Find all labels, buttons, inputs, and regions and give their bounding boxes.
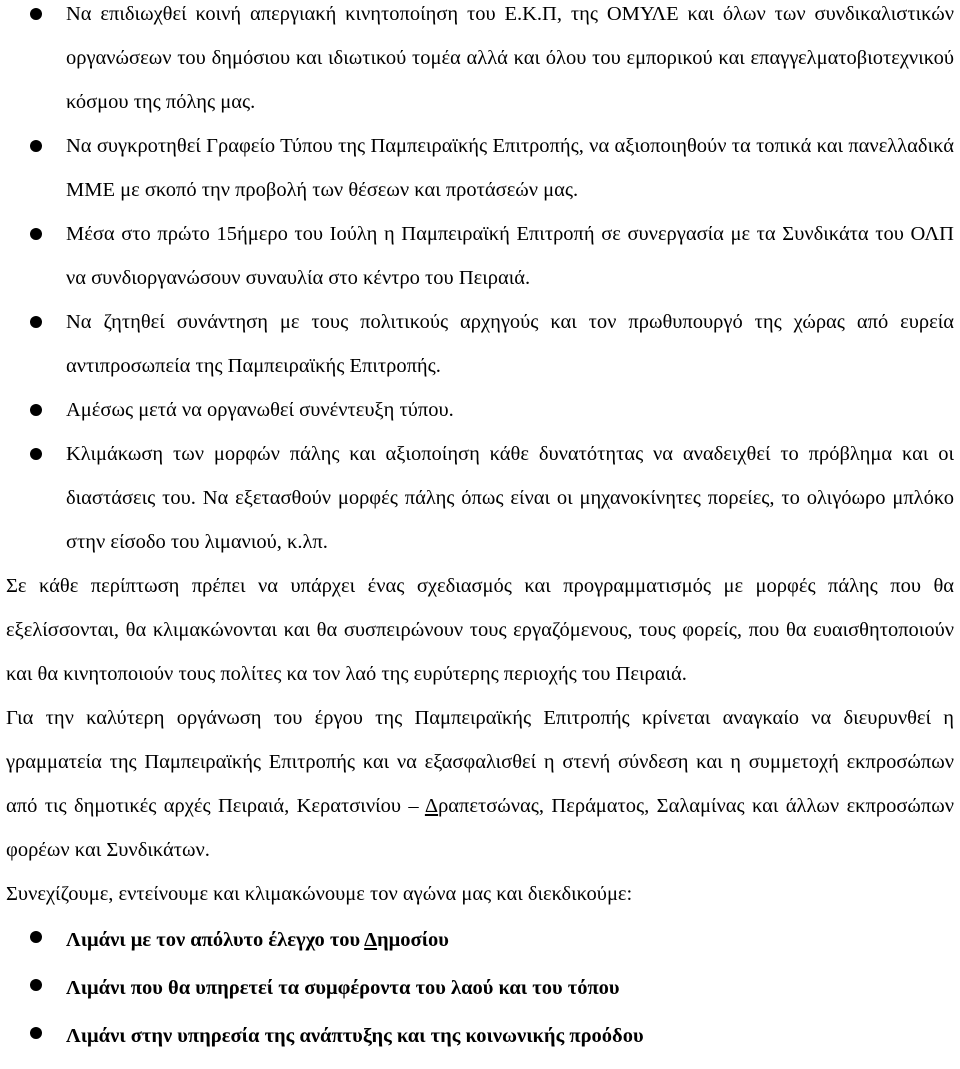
list-item xyxy=(6,916,954,964)
underlined-letter: Δ xyxy=(364,929,378,951)
paragraph-demands-intro xyxy=(6,872,954,916)
list-item xyxy=(6,212,954,300)
text-part: ημοσίου xyxy=(377,929,449,951)
paragraph-organization xyxy=(6,696,954,872)
list-item-text: Αμέσως μετά να οργανωθεί συνέντευξη τύπου. xyxy=(66,399,454,421)
list-item xyxy=(6,0,954,124)
bullet-icon xyxy=(30,1027,42,1039)
bullet-icon xyxy=(30,448,42,460)
paragraph-planning xyxy=(6,564,954,696)
top-bullet-list xyxy=(6,0,954,564)
list-item xyxy=(6,388,954,432)
text-part: Λιμάνι με τον απόλυτο έλεγχο του xyxy=(66,929,365,951)
list-item xyxy=(6,964,954,1012)
demands-bullet-list xyxy=(6,916,954,1060)
list-item xyxy=(6,124,954,212)
bullet-icon xyxy=(30,316,42,328)
paragraph-text-part: ραπετσώνας, Περάματος, Σαλαμίνας και άλλων εκπροσώπων φορέων και Συνδικάτων. xyxy=(6,795,954,861)
paragraph-text-part: Για την καλύτερη οργάνωση του έργου της Παμπειραϊκής Επιτροπής κρίνεται αναγκαίο να διευρυνθεί η γραμματεία της Παμπειραϊκής Επιτροπής και να εξασφαλισθεί η στενή σύνδεση και η συμμετοχή εκπροσώπων από τις δημοτικές αρχές Πειραιά, Κερατσινίου – xyxy=(6,707,954,817)
list-item-text xyxy=(66,929,449,951)
bullet-icon xyxy=(30,979,42,991)
bullet-icon xyxy=(30,228,42,240)
list-item xyxy=(6,432,954,564)
underlined-letter: Δ xyxy=(424,795,439,817)
paragraph-text: Συνεχίζουμε, εντείνουμε και κλιμακώνουμε τον αγώνα μας και διεκδικούμε: xyxy=(6,883,633,905)
list-item-text: Λιμάνι στην υπηρεσία της ανάπτυξης και της κοινωνικής προόδου xyxy=(66,1025,644,1047)
list-item xyxy=(6,300,954,388)
list-item-text: Μέσα στο πρώτο 15ήμερο του Ιούλη η Παμπειραϊκή Επιτροπή σε συνεργασία με τα Συνδικάτα του ΟΛΠ να συνδιοργανώσουν συναυλία στο κέντρο του Πειραιά. xyxy=(66,223,954,289)
paragraph-text: Σε κάθε περίπτωση πρέπει να υπάρχει ένας σχεδιασμός και προγραμματισμός με μορφές πάλης που θα εξελίσσονται, θα κλιμακώνονται και θα συσπειρώνουν τους εργαζόμενους, τους φορείς, που θα ευαισθητοποιούν και θα κινητοποιούν τους πολίτες κα τον λαό της ευρύτερης περιοχής του Πειραιά. xyxy=(6,575,954,685)
list-item-text: Κλιμάκωση των μορφών πάλης και αξιοποίηση κάθε δυνατότητας να αναδειχθεί το πρόβλημα και οι διαστάσεις του. Να εξετασθούν μορφές πάλης όπως είναι οι μηχανοκίνητες πορείες, το ολιγόωρο μπλόκο στην είσοδο του λιμανιού, κ.λπ. xyxy=(66,443,954,553)
list-item-text: Λιμάνι που θα υπηρετεί τα συμφέροντα του λαού και του τόπου xyxy=(66,977,620,999)
list-item-text: Να συγκροτηθεί Γραφείο Τύπου της Παμπειραϊκής Επιτροπής, να αξιοποιηθούν τα τοπικά και πανελλαδικά ΜΜΕ με σκοπό την προβολή των θέσεων και προτάσεών μας. xyxy=(66,135,954,201)
bullet-icon xyxy=(30,404,42,416)
bullet-icon xyxy=(30,931,42,943)
list-item-text: Να ζητηθεί συνάντηση με τους πολιτικούς αρχηγούς και τον πρωθυπουργό της χώρας από ευρεία αντιπροσωπεία της Παμπειραϊκής Επιτροπής. xyxy=(66,311,954,377)
bullet-icon xyxy=(30,8,42,20)
bullet-icon xyxy=(30,140,42,152)
list-item-text: Να επιδιωχθεί κοινή απεργιακή κινητοποίηση του Ε.Κ.Π, της ΟΜΥΛΕ και όλων των συνδικαλιστικών οργανώσεων του δημόσιου και ιδιωτικού τομέα αλλά και όλου του εμπορικού και επαγγελματοβιοτεχνικού κόσμου της πόλης μας. xyxy=(66,3,954,113)
list-item xyxy=(6,1012,954,1060)
